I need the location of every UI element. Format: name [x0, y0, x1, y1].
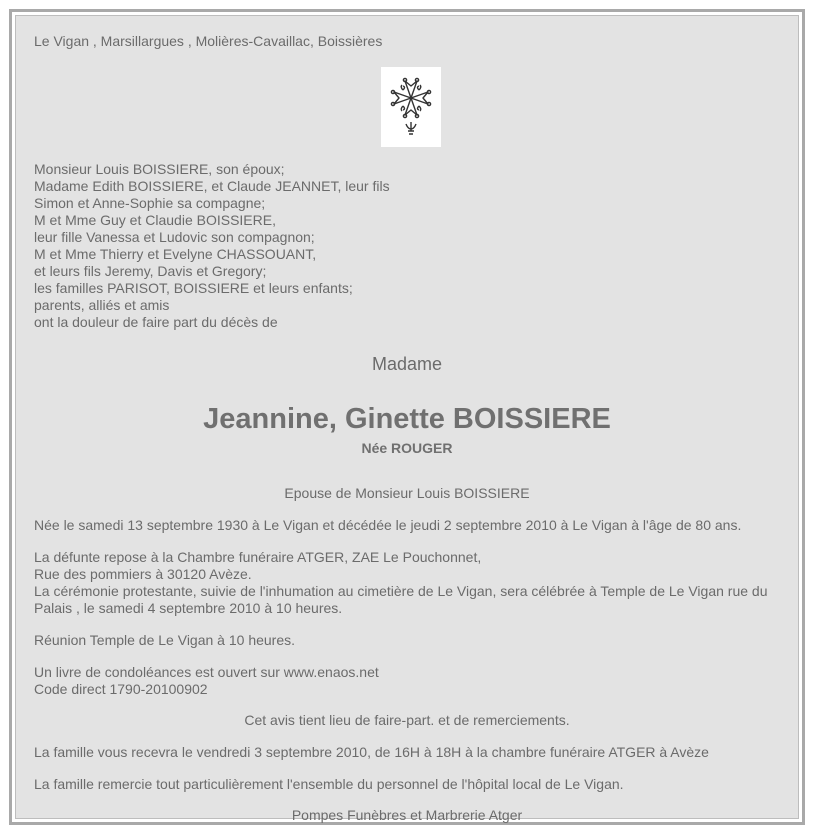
maiden-name: Née ROUGER	[361, 440, 453, 456]
ceremony-text: La cérémonie protestante, suivie de l'inhumation au cimetière de Le Vigan, sera célébrée à Temple de Le Vigan rue du Palais , le samedi 4 septembre 2010 à 10 heures.	[34, 583, 768, 616]
thanks-line: La famille remercie tout particulièrement l'ensemble du personnel de l'hôpital local de Le Vigan.	[34, 776, 624, 792]
condolences-line: Un livre de condoléances est ouvert sur www.enaos.net	[34, 664, 379, 680]
family-line: Simon et Anne-Sophie sa compagne;	[34, 195, 266, 211]
condolences-code: Code direct 1790-20100902	[34, 681, 208, 697]
family-line: Madame Edith BOISSIERE, et Claude JEANNET, leur fils	[34, 178, 390, 194]
family-line: leur fille Vanessa et Ludovic son compagnon;	[34, 229, 315, 245]
deceased-title: Madame	[371, 354, 443, 374]
family-line: parents, alliés et amis	[34, 297, 170, 313]
dates-line: Née le samedi 13 septembre 1930 à Le Vigan et décédée le jeudi 2 septembre 2010 à Le Vigan à l'âge de 80 ans.	[34, 517, 742, 533]
family-line: les familles PARISOT, BOISSIERE et leurs enfants;	[34, 280, 353, 296]
family-line: M et Mme Guy et Claudie BOISSIERE,	[34, 212, 276, 228]
family-line: M et Mme Thierry et Evelyne CHASSOUANT,	[34, 246, 317, 262]
notice-frame	[9, 9, 805, 825]
family-line: et leurs fils Jeremy, Davis et Gregory;	[34, 263, 267, 279]
rest-place-line: La défunte repose à la Chambre funéraire ATGER, ZAE Le Pouchonnet,	[34, 549, 482, 565]
family-line: ont la douleur de faire part du décès de	[34, 314, 278, 330]
reception-line: La famille vous recevra le vendredi 3 septembre 2010, de 16H à 18H à la chambre funéraire ATGER à Avèze	[34, 744, 709, 760]
spouse-line: Epouse de Monsieur Louis BOISSIERE	[284, 485, 530, 501]
notice-panel	[15, 15, 799, 823]
huguenot-cross-icon	[381, 67, 441, 147]
undertaker-line: Pompes Funèbres et Marbrerie Atger	[291, 807, 523, 823]
meeting-line: Réunion Temple de Le Vigan à 10 heures.	[34, 632, 296, 648]
rest-address-line: Rue des pommiers à 30120 Avèze.	[34, 566, 252, 582]
family-line: Monsieur Louis BOISSIERE, son époux;	[34, 161, 285, 177]
family-list	[34, 161, 390, 331]
deceased-name: Jeannine, Ginette BOISSIERE	[203, 403, 611, 435]
notice-line: Cet avis tient lieu de faire-part. et de remerciements.	[244, 712, 570, 728]
locations-line: Le Vigan , Marsillargues , Molières-Cavaillac, Boissières	[34, 33, 383, 49]
